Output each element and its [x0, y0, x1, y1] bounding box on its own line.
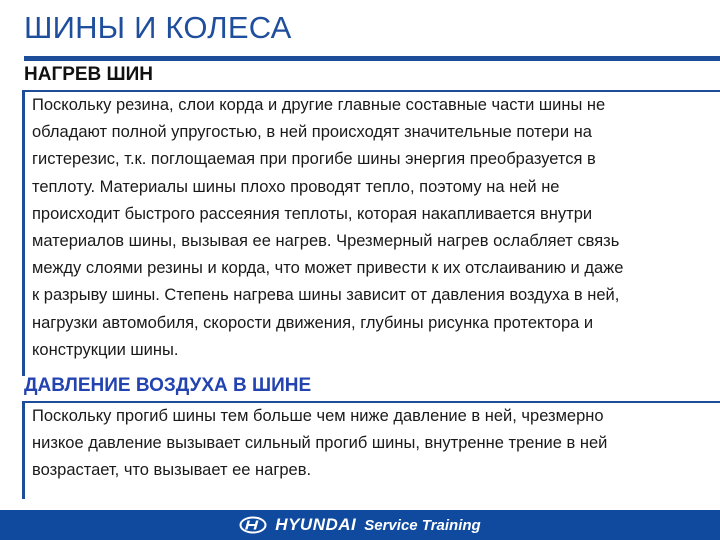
footer-logo	[239, 515, 480, 535]
section-body-tire-pressure	[32, 403, 702, 485]
section-heading-tire-pressure: ДАВЛЕНИЕ ВОЗДУХА В ШИНЕ	[24, 375, 312, 396]
title-divider	[24, 56, 720, 61]
body-line: происходит быстрого рассеяния теплоты, которая накапливается внутри	[32, 204, 593, 223]
body-line: Поскольку прогиб шины тем больше чем ниже давление в ней, чрезмерно	[32, 407, 604, 425]
section-frame-left-rule	[22, 90, 25, 376]
hyundai-h-logo-icon	[239, 516, 267, 534]
body-line: низкое давление вызывает сильный прогиб шины, внутренне трение в ней	[32, 434, 608, 453]
slide-title: ШИНЫ И КОЛЕСА	[24, 10, 292, 45]
section-body-tire-heating	[32, 92, 702, 364]
body-line: обладают полной упругостью, в ней происходят значительные потери на	[32, 123, 592, 142]
footer-bar	[0, 510, 720, 540]
body-line: Поскольку резина, слои корда и другие главные составные части шины не	[32, 96, 606, 114]
footer-brand: HYUNDAI	[275, 515, 357, 534]
body-line: возрастает, что вызывает ее нагрев.	[32, 461, 312, 480]
body-line: между слоями резины и корда, что может привести к их отслаиванию и даже	[32, 259, 624, 278]
body-line: к разрыву шины. Степень нагрева шины зависит от давления воздуха в ней,	[32, 286, 620, 305]
section-heading-tire-heating: НАГРЕВ ШИН	[24, 64, 154, 85]
body-line: теплоту. Материалы шины плохо проводят тепло, поэтому на ней не	[32, 177, 560, 196]
body-line: конструкции шины.	[32, 340, 179, 359]
body-line: материалов шины, вызывая ее нагрев. Чрезмерный нагрев ослабляет связь	[32, 232, 620, 251]
footer-subtitle: Service Training	[364, 516, 481, 534]
section-frame-left-rule	[22, 401, 25, 499]
body-line: гистерезис, т.к. поглощаемая при прогибе шины энергия преобразуется в	[32, 150, 596, 169]
body-line: нагрузки автомобиля, скорости движения, глубины рисунка протектора и	[32, 313, 594, 332]
